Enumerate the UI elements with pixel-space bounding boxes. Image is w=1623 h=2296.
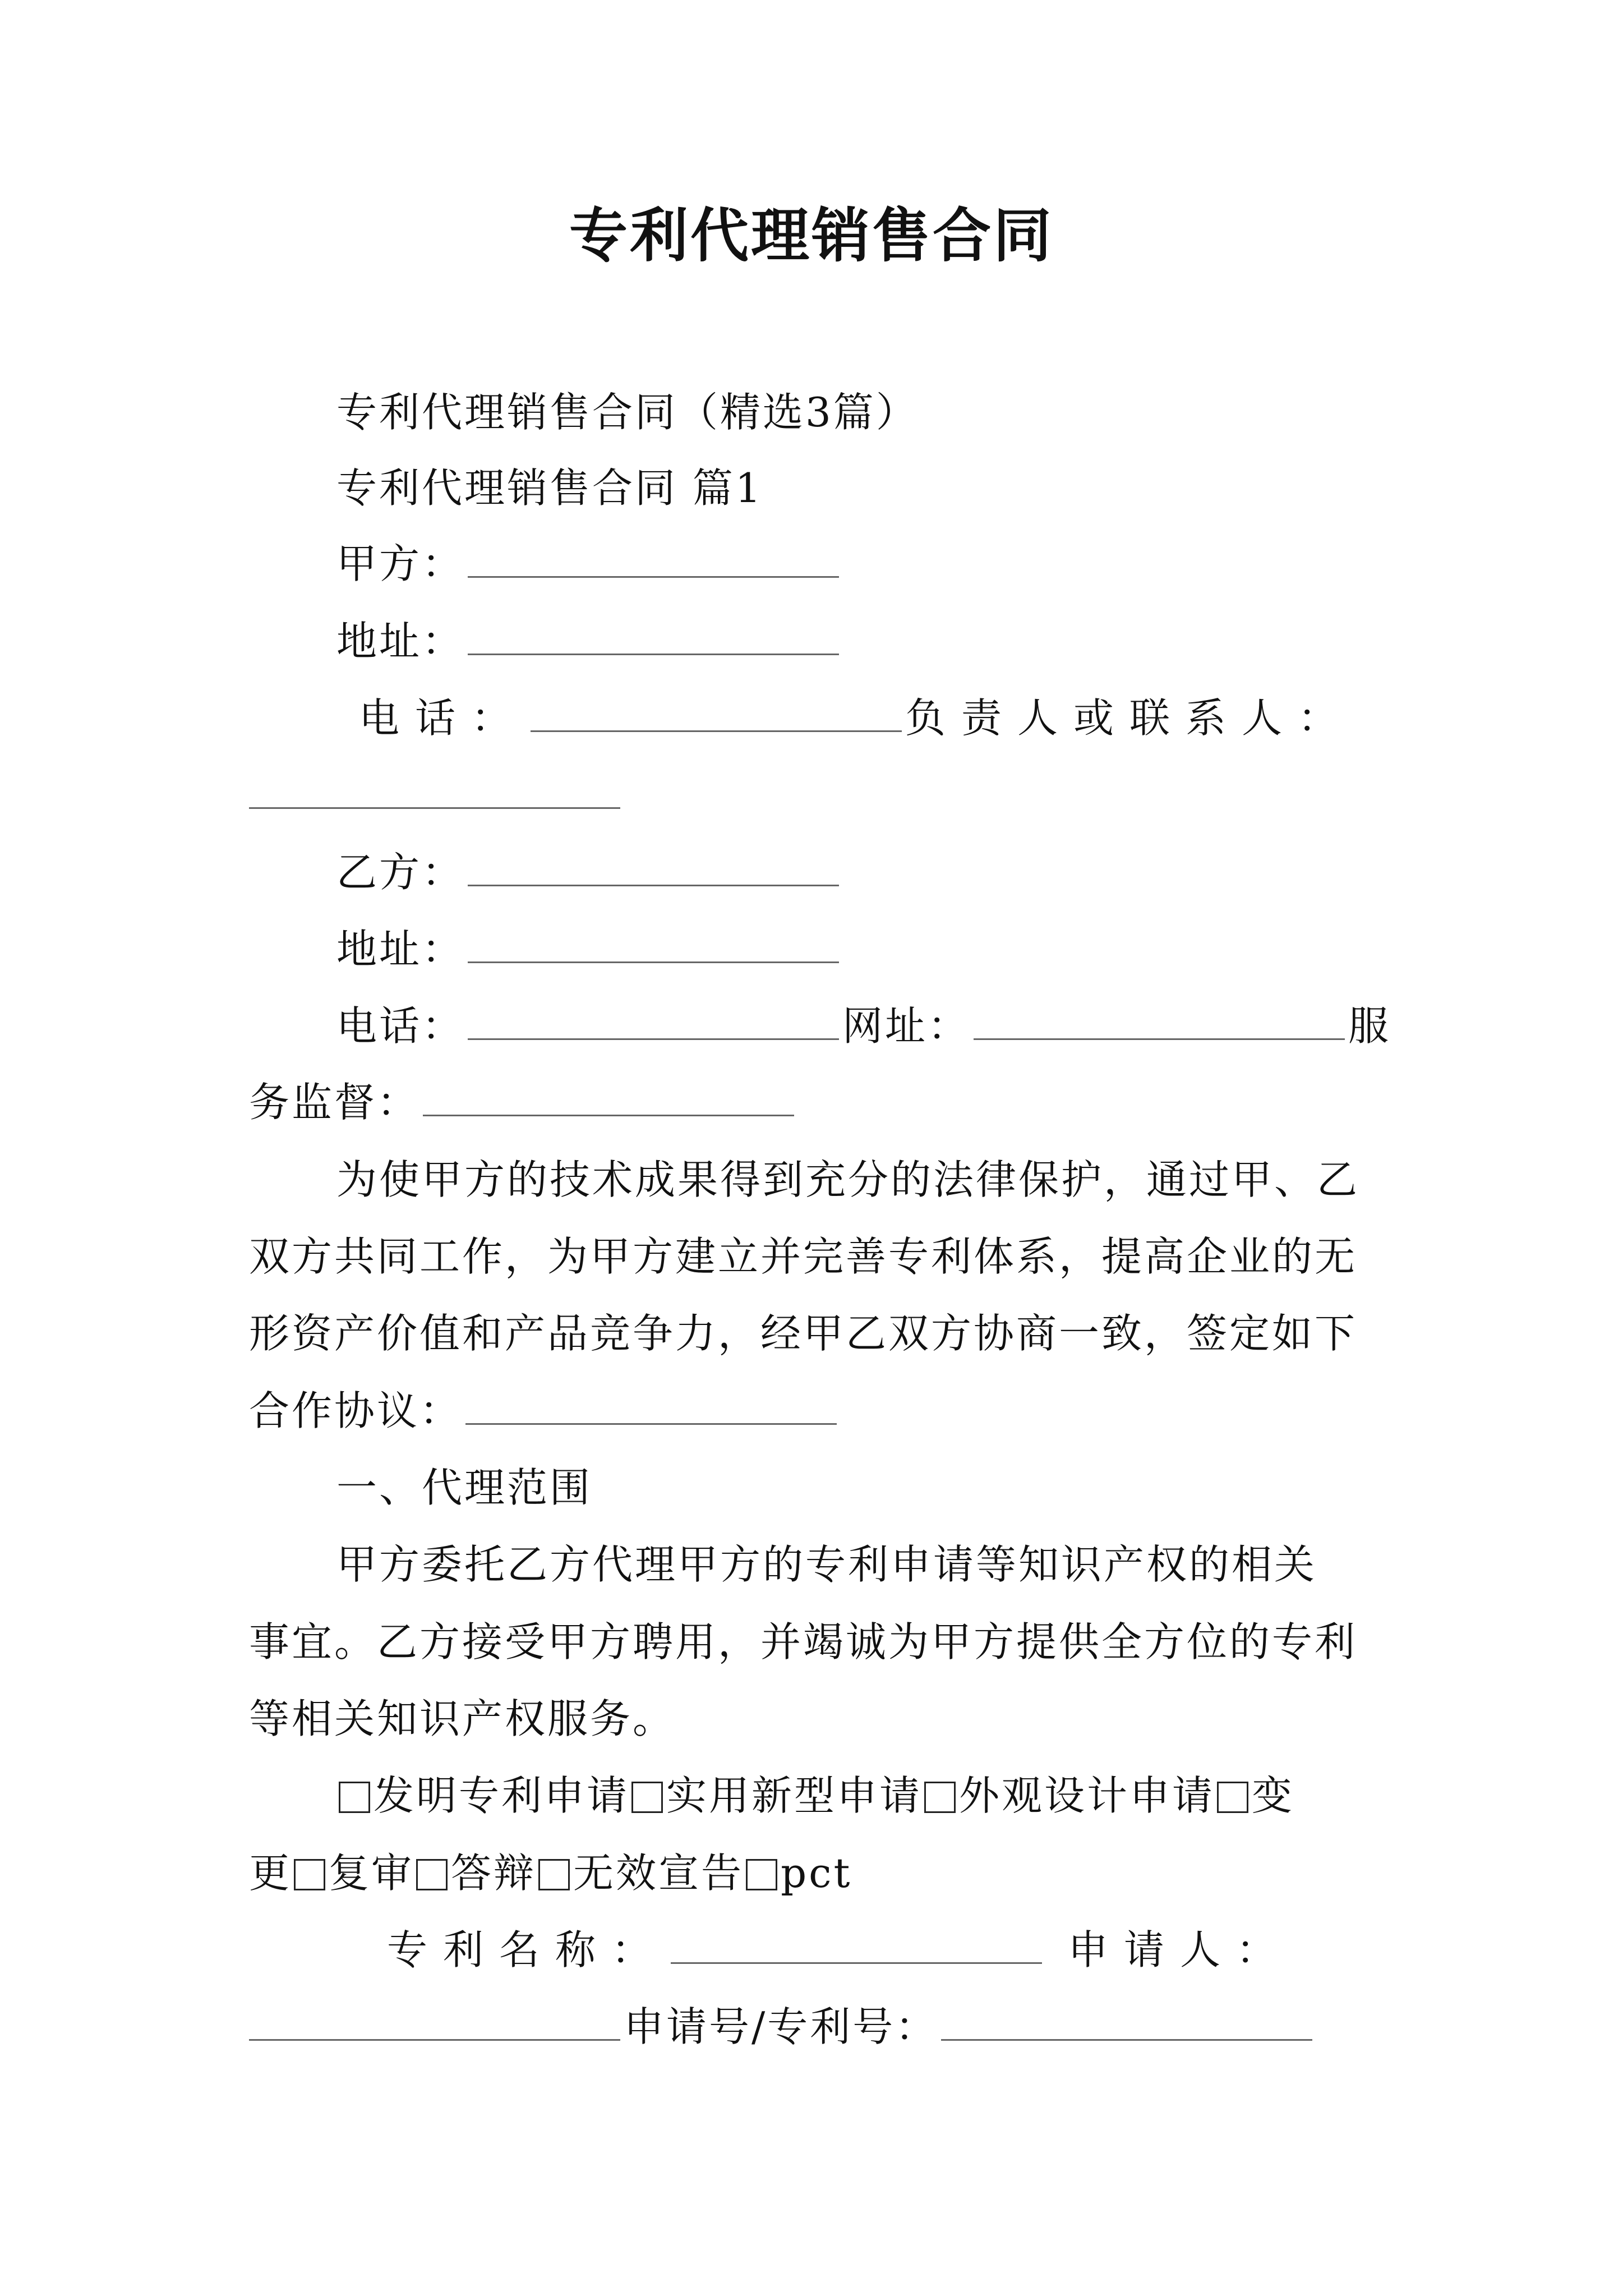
option-checkbox[interactable]: [746, 1859, 777, 1890]
agreement-field[interactable]: [465, 1388, 837, 1425]
party-b-service-label-start: 服: [1348, 1002, 1391, 1050]
option-label: 答辩: [451, 1849, 537, 1897]
option-label: 发明专利申请: [374, 1772, 630, 1819]
party-a-phone-row: [359, 693, 1376, 743]
option-checkbox[interactable]: [631, 1782, 663, 1813]
option-label: 更: [249, 1849, 292, 1897]
option-label: 实用新型申请: [666, 1772, 923, 1819]
patent-number-row: [249, 2001, 1376, 2052]
option-label: 外观设计申请: [959, 1772, 1215, 1819]
scope-line-2: 事宜。乙方接受甲方聘用，并竭诚为甲方提供全方位的专利: [249, 1618, 1358, 1665]
option-checkbox[interactable]: [416, 1859, 448, 1890]
section-heading: 专利代理销售合同 篇1: [336, 464, 763, 512]
option-label: 无效宣告: [573, 1849, 744, 1897]
party-b-address-label: 地址：: [336, 926, 465, 973]
party-a-field[interactable]: [468, 541, 839, 578]
party-b-phone-label: 电话：: [336, 1002, 465, 1050]
party-b-row: [336, 847, 1376, 898]
party-b-phone-field[interactable]: [468, 1004, 839, 1040]
option-label: 复审: [329, 1849, 414, 1897]
applicant-field[interactable]: [249, 2004, 620, 2041]
party-a-contact-field[interactable]: [249, 772, 620, 809]
party-a-label: 甲方：: [336, 540, 465, 587]
applicant-label: 申请人：: [1068, 1926, 1293, 1973]
patent-number-field[interactable]: [941, 2004, 1312, 2041]
patent-name-field[interactable]: [671, 1927, 1042, 1964]
party-a-address-row: [336, 616, 1376, 666]
party-b-website-label: 网址：: [842, 1002, 971, 1050]
party-b-phone-row: [336, 1001, 1391, 1051]
party-a-row: [336, 539, 1376, 589]
intro-line-2: 双方共同工作，为甲方建立并完善专利体系，提高企业的无: [249, 1233, 1358, 1280]
intro-line-3: 形资产价值和产品竞争力，经甲乙双方协商一致，签定如下: [249, 1310, 1358, 1357]
intro-line-1: 为使甲方的技术成果得到充分的法律保护，通过甲、乙: [336, 1156, 1360, 1203]
patent-name-label: 专利名称：: [387, 1926, 668, 1973]
party-a-contact-label: 负责人或联系人：: [905, 694, 1354, 742]
scope-line-1: 甲方委托乙方代理甲方的专利申请等知识产权的相关: [336, 1541, 1317, 1588]
option-checkbox[interactable]: [294, 1859, 325, 1890]
scope-heading: 一、代理范围: [336, 1464, 593, 1511]
party-b-address-row: [336, 924, 1376, 974]
patent-name-row: [387, 1925, 1376, 1975]
options-row-2: [249, 1848, 1376, 1898]
party-a-phone-field[interactable]: [531, 696, 902, 732]
party-a-address-field[interactable]: [468, 619, 839, 655]
intro-line-4-row: [249, 1386, 1376, 1436]
party-b-service-field[interactable]: [423, 1080, 794, 1116]
party-b-website-field[interactable]: [974, 1004, 1345, 1040]
party-b-service-row: [249, 1077, 1376, 1128]
patent-number-label: 申请号/专利号：: [624, 2003, 938, 2050]
party-b-field[interactable]: [468, 850, 839, 886]
option-checkbox[interactable]: [339, 1782, 370, 1813]
option-checkbox[interactable]: [538, 1859, 570, 1890]
party-a-phone-label: 电话：: [359, 694, 528, 742]
intro-line-4: 合作协议：: [249, 1387, 463, 1434]
subtitle: 专利代理销售合同（精选3篇）: [336, 389, 919, 436]
option-checkbox[interactable]: [1217, 1782, 1248, 1813]
party-a-address-label: 地址：: [336, 618, 465, 665]
document-title: 专利代理销售合同: [569, 201, 1054, 270]
options-row-1: [336, 1770, 1376, 1821]
option-label: 变: [1252, 1772, 1295, 1819]
option-label: pct: [781, 1849, 852, 1897]
party-b-label: 乙方：: [336, 849, 465, 896]
party-b-address-field[interactable]: [468, 927, 839, 963]
party-b-service-label: 务监督：: [249, 1079, 420, 1126]
option-checkbox[interactable]: [924, 1782, 956, 1813]
party-a-contact-row: [249, 770, 1376, 820]
scope-line-3: 等相关知识产权服务。: [249, 1695, 676, 1742]
